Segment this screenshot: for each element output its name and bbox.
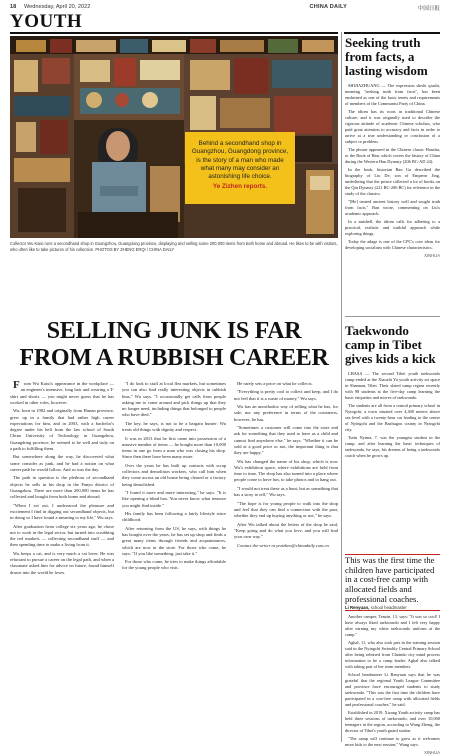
quote-role: school headmaster	[370, 605, 407, 611]
pull-quote	[345, 556, 440, 611]
sidebar-1-body	[345, 83, 440, 258]
issue-date: Wednesday, April 20, 2022	[24, 4, 91, 10]
sidebar-paragraph: Today the adage is one of the CPC's core ideas for developing socialism with Chinese characteristics.	[345, 238, 440, 250]
article-paragraph: Wu has changed the name of his shop, which is now Wu's exhibition space, where exhibitions are held from time to time. The shop has also turned into a place where people come to have fun, to take photos and to hang out.	[234, 458, 338, 483]
sidebar-paragraph: "[He] treated ancient history well and sought truth from facts," Ban wrote, commenting on Liu's academic approach.	[345, 198, 440, 216]
quote-text: This was the first time the children have participated in a cost-free camp with allocated fields and professional coaches.	[345, 555, 435, 604]
quote-author: Li Renyuan,	[345, 605, 370, 611]
sidebar-paragraph: The students are all from a central primary school in Nyingchi, a town situated over 4,400 meters above sea level with a twenty-hour car leading to the center of Nyingchi and the Bazhugou county in Nyingchi city.	[345, 403, 440, 432]
sidebar-2-headline: Taekwondo camp in Tibet gives kids a kick	[345, 323, 436, 367]
article-paragraph: After Wu talked about the letters of the shop he said, "Keep going and do what you love, and you will find your own way."	[234, 521, 338, 540]
article-paragraph: "Everything is pretty cool to collect and keep, and I do not feel that it is a waste of money," Wu says.	[234, 389, 338, 401]
article-paragraph: "I would not treat these as a hunt, but as something that has a story to tell," Wu says.	[234, 485, 338, 498]
quote-rule-bottom	[345, 610, 440, 611]
article-paragraph: "Sometimes a customer will come into the store and ask for something that they used to have as a child and cannot find anywhere else," he says. "Whether it can be sold at a good price or not, the important thing is that they are happy."	[234, 425, 338, 456]
sidebar-paragraph: The idiom has its roots in traditional Chinese culture, and it was originally used to describe the rigorous attitude of academic Chinese scholars, who paid great attention to accuracy and facts in order to arrive at a true understanding or conclusion of a subject or problem.	[345, 109, 440, 144]
article-paragraph: Wu has an unorthodox way of selling what he has, for sale, nor any preference in terms of the customers, however, he has.	[234, 404, 338, 422]
article-paragraph: Over the years he has built up contacts with scrap collectors and demolition workers, who call him when they come across an old house being cleared or a factory being demolished.	[122, 462, 226, 487]
sidebar-divider	[345, 316, 440, 317]
article-paragraph: But somewhere along the way, he discovered what some consider as junk, and he had a notion on what career path he would follow. And so was the day.	[10, 454, 114, 472]
article-paragraph: "I do look to stuff at local flea markets, but sometimes you can also find really interesting objects in rubbish bins," Wu says. "I occasionally get calls from people asking me to come around and pick things up that they no longer need, including things that belonged to people who have died."	[122, 381, 226, 418]
article-paragraph: For those who come, he tries to make things affordable for the young people who visit.	[122, 559, 226, 571]
article-paragraph: Wu, born in 1982 and originally from Hunan province, grew up in a family that had rather high career expectations for him, and in 2003, with a bachelor's degree under his belt from the law school of South China University of Technology in Guangzhou, Guangdong province, he seemed to be well and truly on a path to fulfilling them.	[10, 408, 114, 451]
article-column-1	[10, 381, 114, 741]
article-paragraph: After graduation from college six years ago, he chose not to work in the legal sector, but turned into scrubbing the red markets — collecting secondhand stuff — and then spending time to make a living from it.	[10, 523, 114, 548]
sidebar-1-sign: XINHUA	[424, 252, 440, 258]
writer-contact: Contact the writer at yezizhen@chinadaily.com.cn	[237, 542, 329, 548]
callout-byline: Ye Zizhen reports.	[212, 183, 268, 191]
section-title: YOUTH	[10, 11, 83, 32]
article-paragraph: He rarely sets a price on what he collects.	[237, 381, 313, 386]
sidebar-1-headline: Seeking truth from facts, a lasting wisdom	[345, 35, 428, 79]
sidebar-rule	[344, 32, 440, 34]
pull-callout	[185, 132, 295, 204]
page-number: 18	[10, 4, 17, 10]
sidebar-paragraph: SHIJIAZHUANG — The expression shishi qiushi, meaning "seeking truth from facts", has been enshrined as one of the basic tenets and requirements of members of the Communist Party of China.	[345, 83, 440, 107]
masthead: CHINA DAILY	[309, 4, 347, 10]
article-paragraph: After returning from the US, he says, with things he has bought over the years, he has set up shop and finds a great many items through friends and acquaintances, which are now in the store. For those who come, he says: "If you like something, just take it."	[122, 525, 226, 556]
sidebar-2-body-continued	[345, 614, 440, 755]
article-paragraph: The path in question is the plethora of secondhand objects he sells in his shop in the Panyu district of Guangzhou. There are more than 200,000 items he has collected and bought from both home and abroad.	[10, 475, 114, 500]
article-column-3	[234, 381, 338, 741]
sidebar-paragraph: In a nutshell, the idiom calls for adhering to a practical, realistic and truthful approach while exploring things.	[345, 218, 440, 236]
article-headline: SELLING JUNK IS FAR FROM A RUBBISH CAREER	[19, 318, 329, 371]
sidebar-paragraph: Aghal, 11, who also took part in the training session said in the Nyingchi Swinsbly Central Primary School after being released from Chaindo city mind process information to be a camp leader. Aghal also talked with taking part of her team members.	[345, 639, 440, 669]
article-column-2	[122, 381, 226, 741]
sidebar-paragraph: Established in 2019, Xizang Youth activity camp has held three sessions of taekwondo, and over 10,000 teenagers in the region, according to Wang Zheng, the director of Tibet's youth guard station.	[345, 709, 440, 733]
column-divider	[341, 32, 342, 742]
article-paragraph: "The hope is for young people to walk into the shop and feel that they can find a connection with the past, whether they end up buying anything or not," he says.	[234, 500, 338, 519]
sidebar-2-sign: XINHUA	[424, 749, 440, 755]
article-paragraph: His family has been following a fairly lifestyle since childhood.	[122, 510, 226, 523]
photo-caption: Collector Wu Kaixi runs a secondhand shop in Guangzhou, Guangdong province, displaying and selling some 200,000 items from both home and abroad. He likes to be with visitors, who often like to take pictures of his collection. PHOTOS BY ZHENG ERQI / CHINA DAILY	[10, 241, 338, 252]
sidebar-paragraph: In the book, historian Ban Gu described the biography of Liu De, son of Emperor Jing, underlining that the prince collected a lot of books on the Qin Dynasty (221 BC-206 BC) for reference in the study of the classics.	[345, 166, 440, 196]
section-rule	[10, 32, 338, 34]
sidebar-2-body	[345, 371, 440, 459]
sidebar-paragraph: The phrase appeared in the Chinese classic Hanshu, or the Book of Han, which covers the history of China during the Western Han Dynasty (206 BC-AD 24).	[345, 146, 440, 164]
masthead-cn: 中国日报	[417, 6, 440, 12]
article-paragraph: It was in 2013 that he first came into possession of a massive number of items — he bought more than 10,000 items in one go from a man who was closing his shop. Since then there have been many more.	[122, 435, 226, 460]
article-paragraph: "When I set out, I understood the pleasure and excitement I find in digging out secondhand objects, but in doing so I have found a meaning to my life," Wu says.	[10, 502, 114, 521]
sidebar-paragraph: Another camper, Tenzin, 13, says: "It was so cool! I have always liked taekwondo and I felt very happy after earning my white taekwondo uniform at the camp."	[345, 614, 440, 637]
article-paragraph: The key, he says, is not to be a bargain hunter: Wu treats old things with dignity and respect.	[122, 420, 226, 433]
article-paragraph: "I found it more and more interesting," he says. "It is like opening a blind box. You never know what treasure you might find inside."	[122, 490, 226, 508]
sidebar-paragraph: LHASA — The second Tibet youth taekwondo camp ended at the Xiaozhi Yu youth activity art space in Shannan, Tibet. Their slated camp region recently with 98 students at the five-day camp learning the basic etiquettes and moves of taekwondo.	[345, 371, 440, 401]
article-paragraph: Wu keeps a cat, and is very much a cat lover. He was reluctant to pursue a career on the legal path, and when a classmate asked him for advice on future, found himself drawn into the world he loves.	[10, 550, 114, 575]
callout-text: Behind a secondhand shop in Guangzhou, Guangdong province, is the story of a man who made what many may consider an astonishing life choice.	[191, 140, 289, 181]
article-paragraph: From Wu Kaixi's appearance in the workplace — an engineer's intensive, long hair and wearing a T-shirt and shorts — you might never guess that he has worked in other roles, however.	[10, 379, 114, 405]
sidebar-paragraph: "The camp will continue to grow as it welcomes more kids to the next session," Wang says.	[345, 735, 440, 747]
sidebar-story-2	[345, 324, 440, 461]
sidebar-story-1	[345, 36, 440, 258]
sidebar-paragraph: Tsein Nyima, 7, was the youngest student in the camp, and after learning the basic techniques of taekwondo, he says, his dreams of being a taekwondo coach when he grows up.	[345, 434, 440, 458]
sidebar-paragraph: School headmaster Li Renyuan says that he was grateful that the regional Youth League Committee and province have encouraged students to study taekwondo. "This was the first time the children have participated in a cost-free camp with allocated fields and professional coaches," he said.	[345, 671, 440, 707]
